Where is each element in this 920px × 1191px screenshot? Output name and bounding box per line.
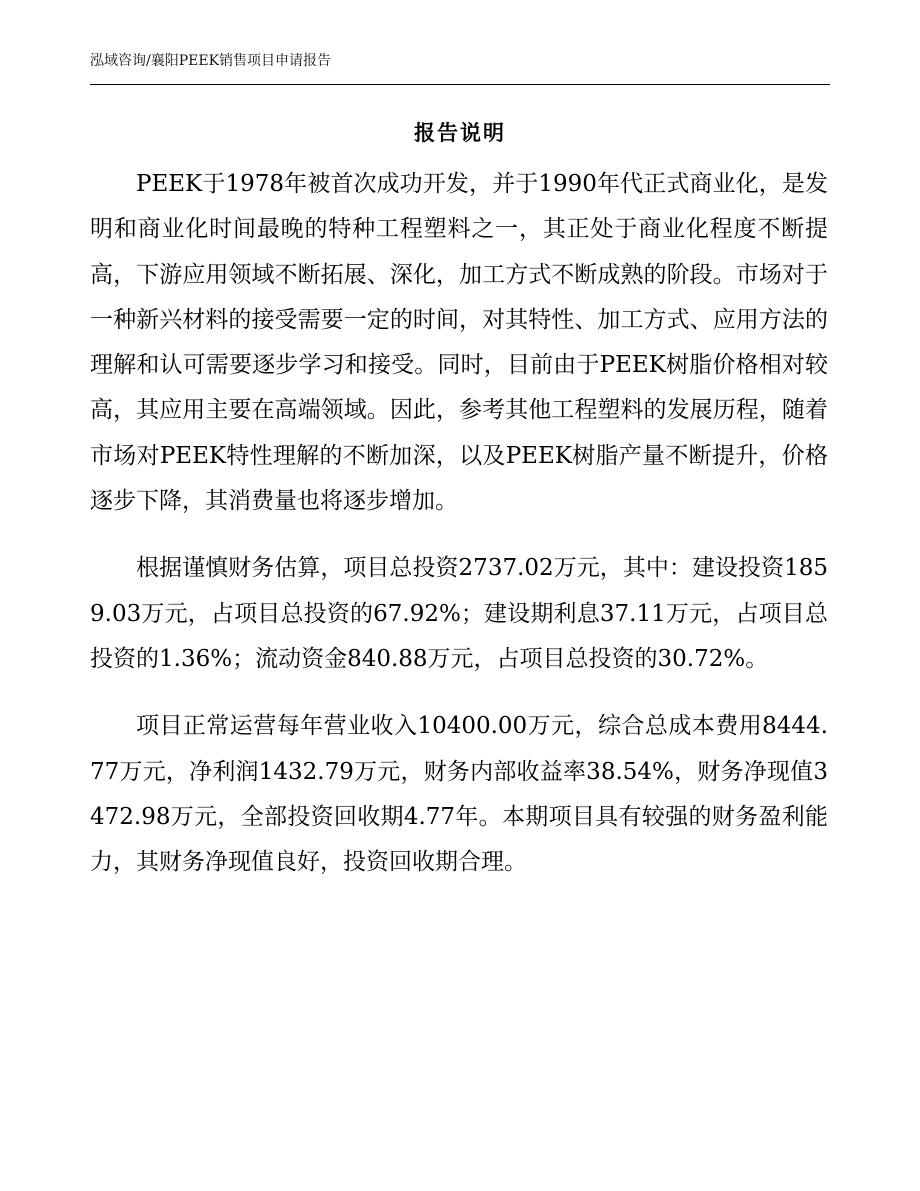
running-header: 泓域咨询/襄阳PEEK销售项目申请报告 [90, 53, 332, 69]
document-body [90, 162, 828, 885]
header-divider [90, 84, 830, 85]
paragraph-financials: 项目正常运营每年营业收入10400.00万元，综合总成本费用8444.77万元，净利润1432.79万元，财务内部收益率38.54%，财务净现值3472.98万元，全部投资回收期4.77年。本期项目具有较强的财务盈利能力，其财务净现值良好，投资回收期合理。 [90, 713, 828, 876]
paragraph-background: PEEK于1978年被首次成功开发，并于1990年代正式商业化，是发明和商业化时间最晚的特种工程塑料之一，其正处于商业化程度不断提高，下游应用领域不断拓展、深化，加工方式不断成熟的阶段。市场对于一种新兴材料的接受需要一定的时间，对其特性、加工方式、应用方法的理解和认可需要逐步学习和接受。同时，目前由于PEEK树脂价格相对较高，其应用主要在高端领域。因此，参考其他工程塑料的发展历程，随着市场对PEEK特性理解的不断加深，以及PEEK树脂产量不断提升，价格逐步下降，其消费量也将逐步增加。 [90, 171, 828, 515]
page-title: 报告说明 [414, 120, 506, 145]
paragraph-investment: 根据谨慎财务估算，项目总投资2737.02万元，其中：建设投资1859.03万元，占项目总投资的67.92%；建设期利息37.11万元，占项目总投资的1.36%；流动资金840.88万元，占项目总投资的30.72%。 [90, 555, 828, 672]
